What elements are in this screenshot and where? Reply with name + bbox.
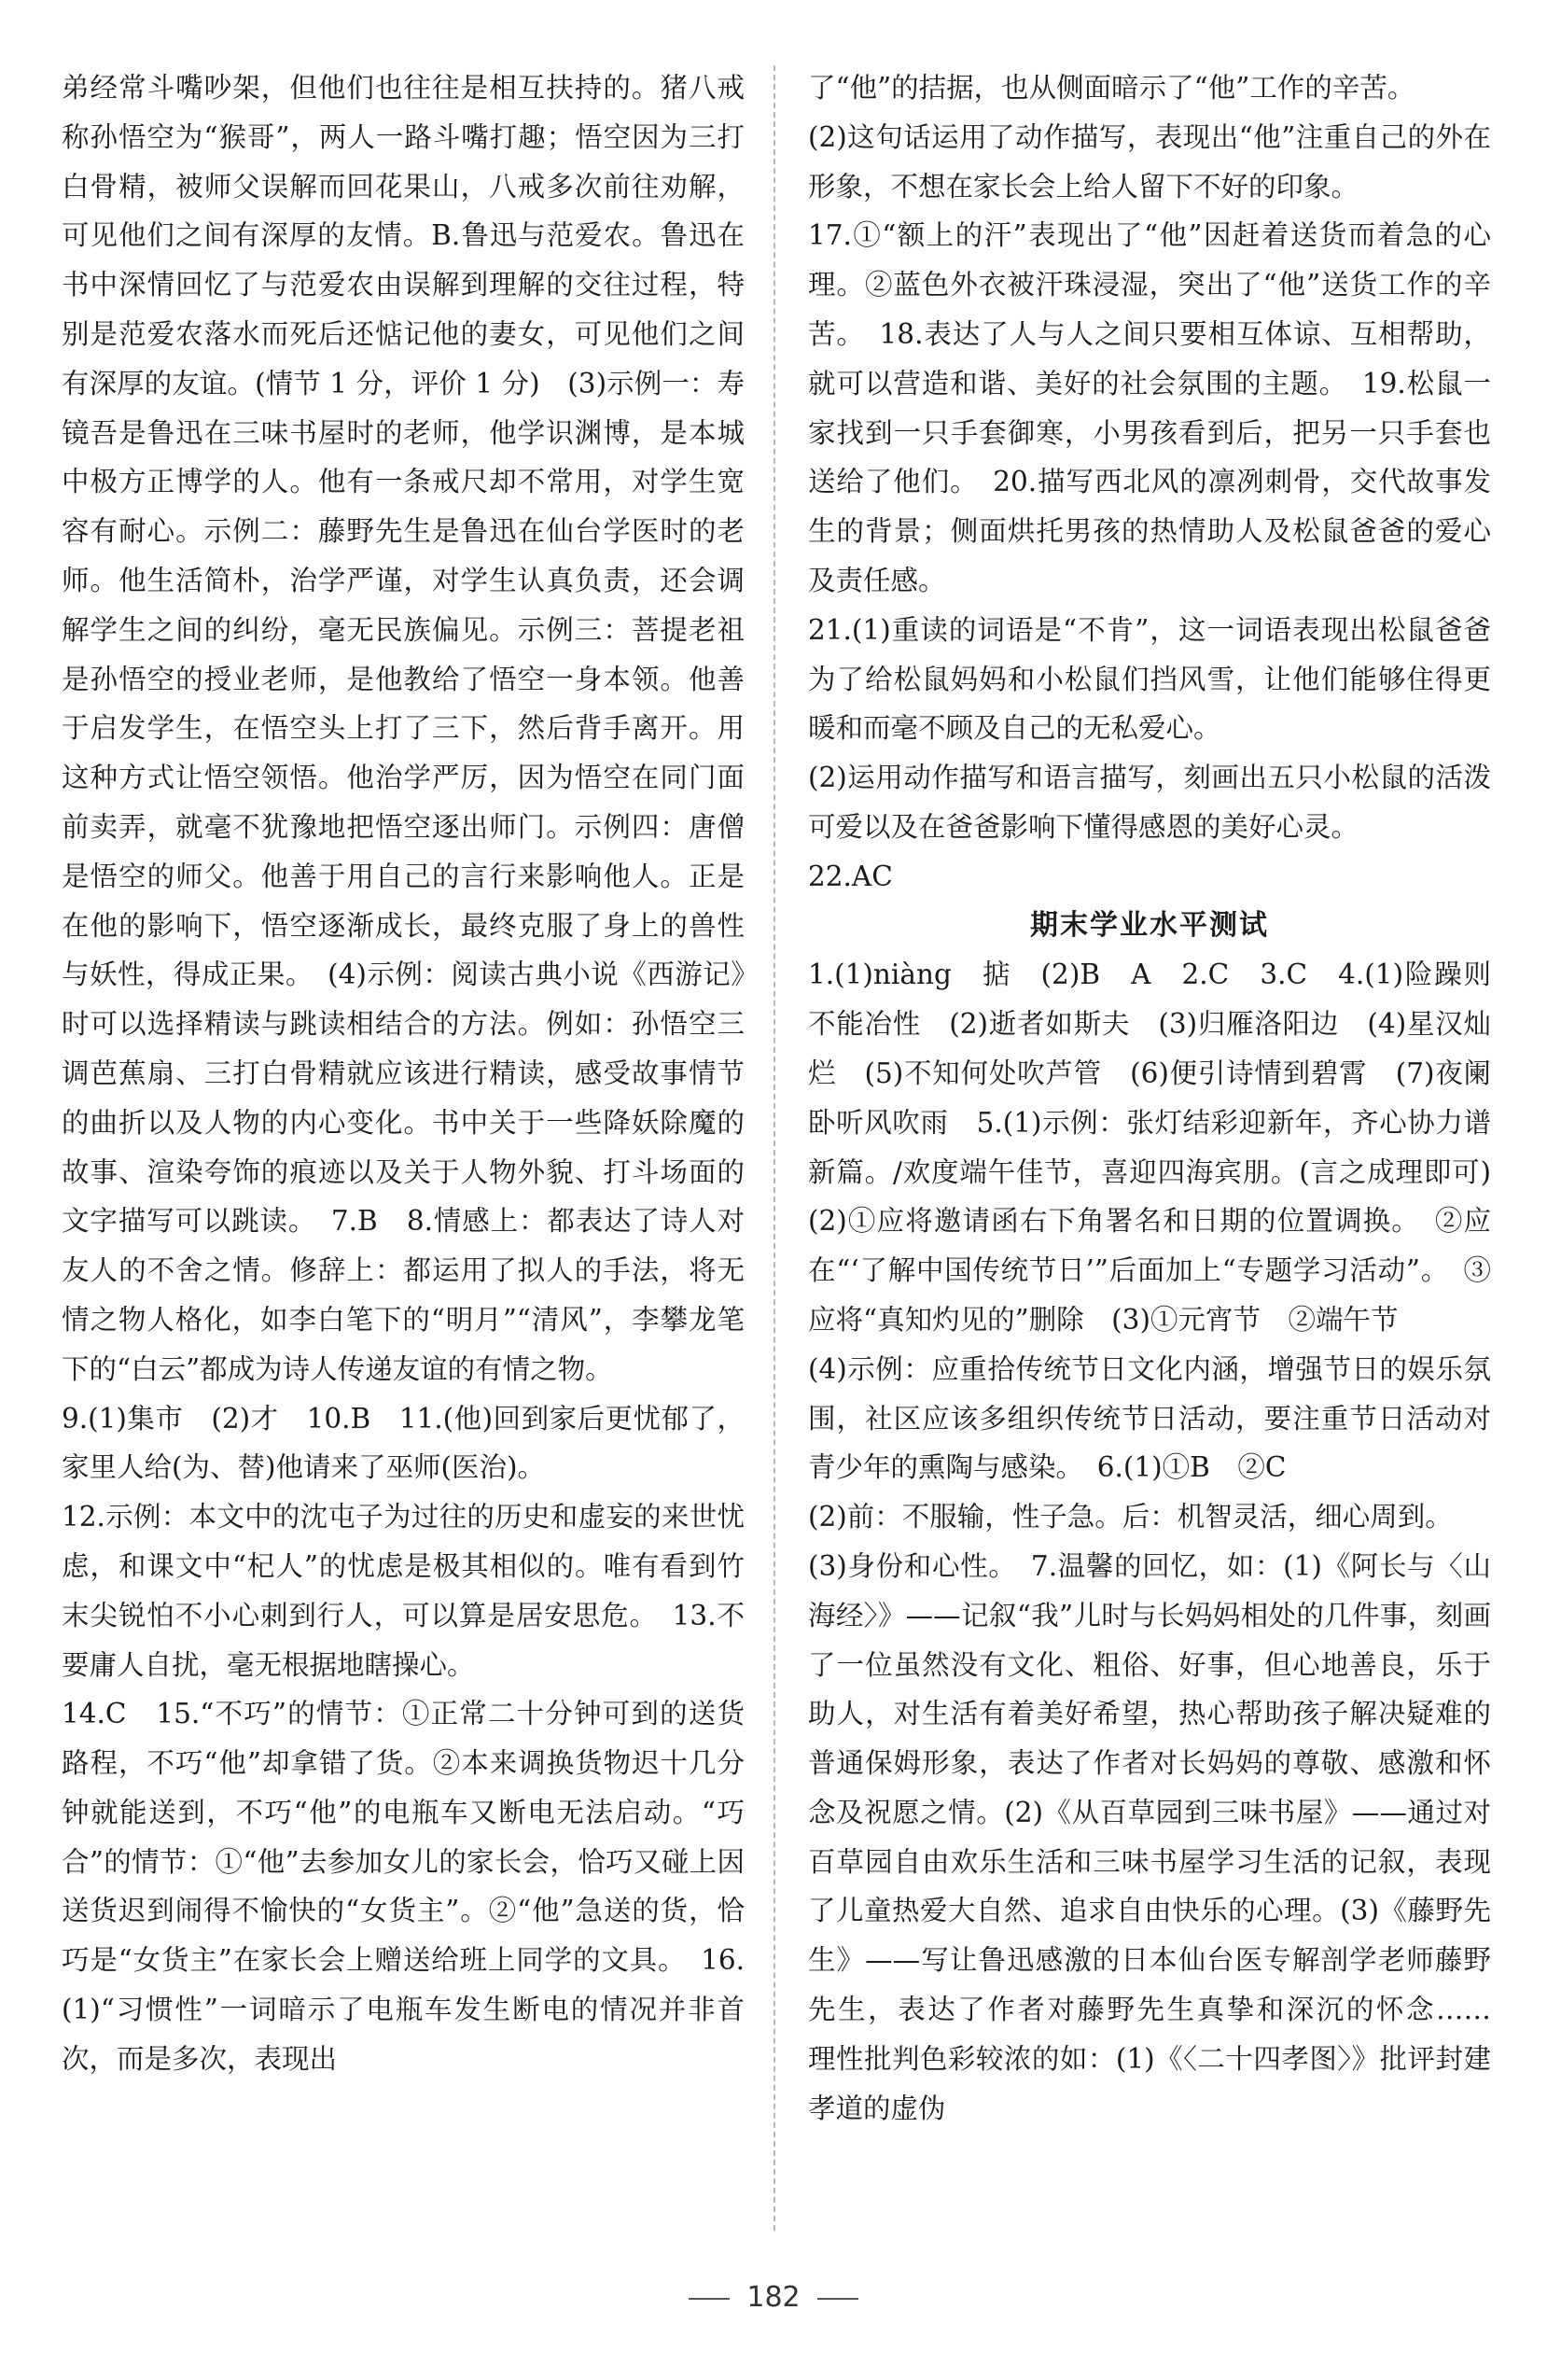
- paragraph: 22.AC: [808, 860, 893, 892]
- section-title: 期末学业水平测试: [1030, 908, 1269, 942]
- paragraph: (3)身份和心性。 7.温馨的回忆，如：(1)《阿长与〈山海经〉》——记叙“我”儿时与长妈妈相处的几件事，刻画了一位虽然没有文化、粗俗、好事，但心地善良，乐于助人，对生活有着美好希望，热心帮助孩子解决疑难的普通保姆形象，表达了作者对长妈妈的尊敬、感激和怀念及祝愿之情。(2)《从百草园到三味书屋》——通过对百草园自由欢乐生活和三味书屋学习生活的记叙，表现了儿童热爱大自然、追求自由快乐的心理。(3)《藤野先生》——写让鲁迅感激的日本仙台医专解剖学老师藤野先生，表达了作者对藤野先生真挚和深沉的怀念…… 理性批判色彩较浓的如：(1)《〈二十四孝图〉》批评封建孝道的虚伪: [808, 1549, 1519, 2124]
- page-footer: [0, 2281, 1547, 2314]
- paragraph: 12.示例：本文中的沈屯子为过往的历史和虚妄的来世忧虑，和课文中“杞人”的忧虑是极其相似的。唯有看到竹末尖锐怕不小心刺到行人，可以算是居安思危。 13.不要庸人自扰，毫无根据地瞎操心。: [62, 1501, 745, 1681]
- paragraph: 14.C 15.“不巧”的情节：①正常二十分钟可到的送货路程，不巧“他”却拿错了货。②本来调换货物迟十几分钟就能送到，不巧“他”的电瓶车又断电无法启动。“巧合”的情节：①“他”去参加女儿的家长会，恰巧又碰上因送货迟到闹得不愉快的“女货主”。②“他”急送的货，恰巧是“女货主”在家长会上赠送给班上同学的文具。 16.(1)“习惯性”一词暗示了电瓶车发生断电的情况并非首次，而是多次，表现出: [62, 1698, 745, 2075]
- paragraph: 17.①“额上的汗”表现出了“他”因赶着送货而着急的心理。②蓝色外衣被汗珠浸湿，突出了“他”送货工作的辛苦。 18.表达了人与人之间只要相互体谅、互相帮助，就可以营造和谐、美好的社会氛围的主题。 19.松鼠一家找到一只手套御寒，小男孩看到后，把另一只手套也送给了他们。 20.描写西北风的凛冽刺骨，交代故事发生的背景；侧面烘托男孩的热情助人及松鼠爸爸的爱心及责任感。: [808, 219, 1491, 596]
- paragraph: 21.(1)重读的词语是“不肯”，这一词语表现出松鼠爸爸为了给松鼠妈妈和小松鼠们挡风雪，让他们能够住得更暖和而毫不顾及自己的无私爱心。: [808, 613, 1491, 745]
- paragraph: (2)运用动作描写和语言描写，刻画出五只小松鼠的活泼可爱以及在爸爸影响下懂得感恩的美好心灵。: [808, 762, 1491, 843]
- paragraph: 了“他”的拮据，也从侧面暗示了“他”工作的辛苦。: [808, 72, 1415, 104]
- paragraph: (2)前：不服输，性子急。后：机智灵活，细心周到。: [808, 1501, 1453, 1533]
- footer-dash-right: [817, 2298, 858, 2300]
- paragraph: (2)这句话运用了动作描写，表现出“他”注重自己的外在形象，不想在家长会上给人留下不好的印象。: [808, 120, 1491, 203]
- right-column: [808, 63, 1519, 2133]
- paragraph: 1.(1)niàng 掂 (2)B A 2.C 3.C 4.(1)险躁则不能冶性 (2)逝者如斯夫 (3)归雁洛阳边 (4)星汉灿烂 (5)不知何处吹芦管 (6)便引诗情到碧霄 (7)夜阑卧听风吹雨 5.(1)示例：张灯结彩迎新年，齐心协力谱新篇。/欢度端午佳节，喜迎四海宾朋。(言之成理即可) (2)①应将邀请函右下角署名和日期的位置调换。 ②应在“‘了解中国传统节日’”后面加上“专题学习活动”。 ③应将“真知灼见的”删除 (3)①元宵节 ②端午节: [808, 959, 1519, 1336]
- left-column: [62, 63, 745, 2084]
- paragraph: 9.(1)集市 (2)才 10.B 11.(他)回到家后更忧郁了，家里人给(为、替)他请来了巫师(医治)。: [62, 1402, 745, 1484]
- footer-dash-left: [689, 2298, 730, 2300]
- column-divider: [774, 65, 775, 2231]
- paragraph: 弟经常斗嘴吵架，但他们也往往是相互扶持的。猪八戒称孙悟空为“猴哥”，两人一路斗嘴打趣；悟空因为三打白骨精，被师父误解而回花果山，八戒多次前往劝解，可见他们之间有深厚的友情。B.鲁迅与范爱农。鲁迅在书中深情回忆了与范爱农由误解到理解的交往过程，特别是范爱农落水而死后还惦记他的妻女，可见他们之间有深厚的友谊。(情节 1 分，评价 1 分) (3)示例一：寿镜吾是鲁迅在三味书屋时的老师，他学识渊博，是本城中极方正博学的人。他有一条戒尺却不常用，对学生宽容有耐心。示例二：藤野先生是鲁迅在仙台学医时的老师。他生活简朴，治学严谨，对学生认真负责，还会调解学生之间的纠纷，毫无民族偏见。示例三：菩提老祖是孙悟空的授业老师，是他教给了悟空一身本领。他善于启发学生，在悟空头上打了三下，然后背手离开。用这种方式让悟空领悟。他治学严厉，因为悟空在同门面前卖弄，就毫不犹豫地把悟空逐出师门。示例四：唐僧是悟空的师父。他善于用自己的言行来影响他人。正是在他的影响下，悟空逐渐成长，最终克服了身上的兽性与妖性，得成正果。 (4)示例：阅读古典小说《西游记》时可以选择精读与跳读相结合的方法。例如：孙悟空三调芭蕉扇、三打白骨精就应该进行精读，感受故事情节的曲折以及人物的内心变化。书中关于一些降妖除魔的故事、渲染夸饰的痕迹以及关于人物外貌、打斗场面的文字描写可以跳读。 7.B 8.情感上：都表达了诗人对友人的不舍之情。修辞上：都运用了拟人的手法，将无情之物人格化，如李白笔下的“明月”“清风”，李攀龙笔下的“白云”都成为诗人传递友谊的有情之物。: [62, 72, 745, 1385]
- paragraph: (4)示例：应重拾传统节日文化内涵，增强节日的娱乐氛围，社区应该多组织传统节日活动，要注重节日活动对青少年的熏陶与感染。 6.(1)①B ②C: [808, 1352, 1491, 1484]
- page-number: 182: [746, 2281, 801, 2314]
